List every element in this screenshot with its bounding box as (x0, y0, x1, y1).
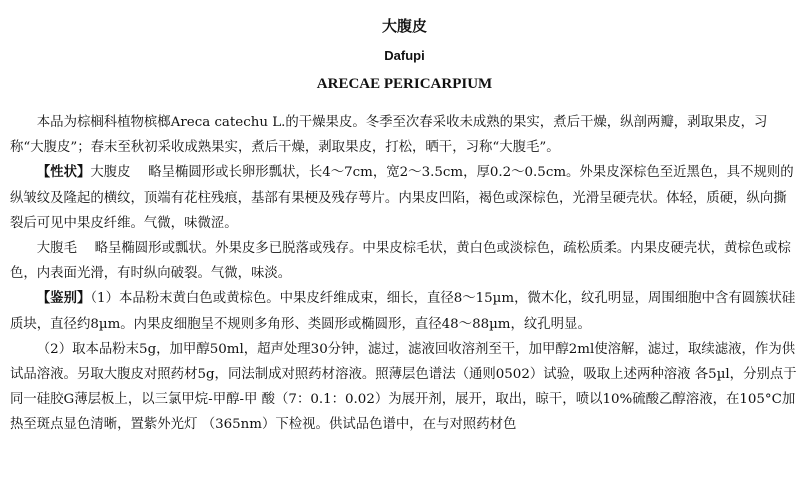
document-body (10, 110, 799, 438)
latin-title: ARECAE PERICARPIUM (316, 76, 493, 92)
characters-text-1: 大腹皮 略呈椭圆形或长卵形瓢状，长4～7cm，宽2～3.5cm，厚0.2～0.5cm。外果皮深棕色至近黑色，具不规则的纵皱纹及隆起的横纹，顶端有花柱残痕，基部有果梗及残存萼片。内果皮凹陷，褐色或深棕色，光滑呈硬壳状。体轻，质硬，纵向撕裂后可见中果皮纤维。气微，味微涩。 (10, 165, 794, 231)
identification-paragraph (10, 286, 799, 336)
characters-label: 【性状】 (36, 164, 91, 181)
page-title: 大腹皮 (381, 17, 427, 35)
characters-paragraph-2: 大腹毛 略呈椭圆形或瓢状。外果皮多已脱落或残存。中果皮棕毛状，黄白色或淡棕色，疏松质柔。内果皮硬壳状，黄棕色或棕色，内表面光滑，有时纵向破裂。气微，味淡。 (10, 241, 791, 282)
identification-text-1: （1）本品粉末黄白色或黄棕色。中果皮纤维成束，细长，直径8～15µm，微木化，纹孔明显，周围细胞中含有圆簇状硅质块，直径约8µm。内果皮细胞呈不规则多角形、类圆形或椭圆形，直径48～88µm，纹孔明显。 (10, 291, 796, 332)
pinyin-title: Dafupi (384, 48, 425, 63)
characters-paragraph (10, 160, 799, 236)
identification-label: 【鉴别】 (36, 290, 91, 307)
identification-paragraph-2: （2）取本品粉末5g，加甲醇50ml，超声处理30分钟，滤过，滤液回收溶剂至干，加甲醇2ml使溶解，滤过，取续滤液，作为供试品溶液。另取大腹皮对照药材5g，同法制成对照药材溶液。照薄层色谱法（通则0502）试验，吸取上述两种溶液 各5µl，分别点于同一硅胶G薄层板上，以三氯甲烷-甲醇-甲 酸（7：0.1：0.02）为展开剂，展开，取出，晾干，喷以10%硫酸乙醇溶液，在105°C加热至斑点显色清晰，置紫外光灯 （365nm）下检视。供试品色谱中，在与对照药材色 (10, 341, 797, 433)
source-paragraph: 本品为棕榈科植物槟榔Areca catechu L.的干燥果皮。冬季至次春采收未成熟的果实，煮后干燥，纵剖两瓣，剥取果皮，习称“大腹皮”；春末至秋初采收成熟果实，煮后干燥，剥取果皮，打松，晒干，习称“大腹毛”。 (10, 115, 768, 156)
